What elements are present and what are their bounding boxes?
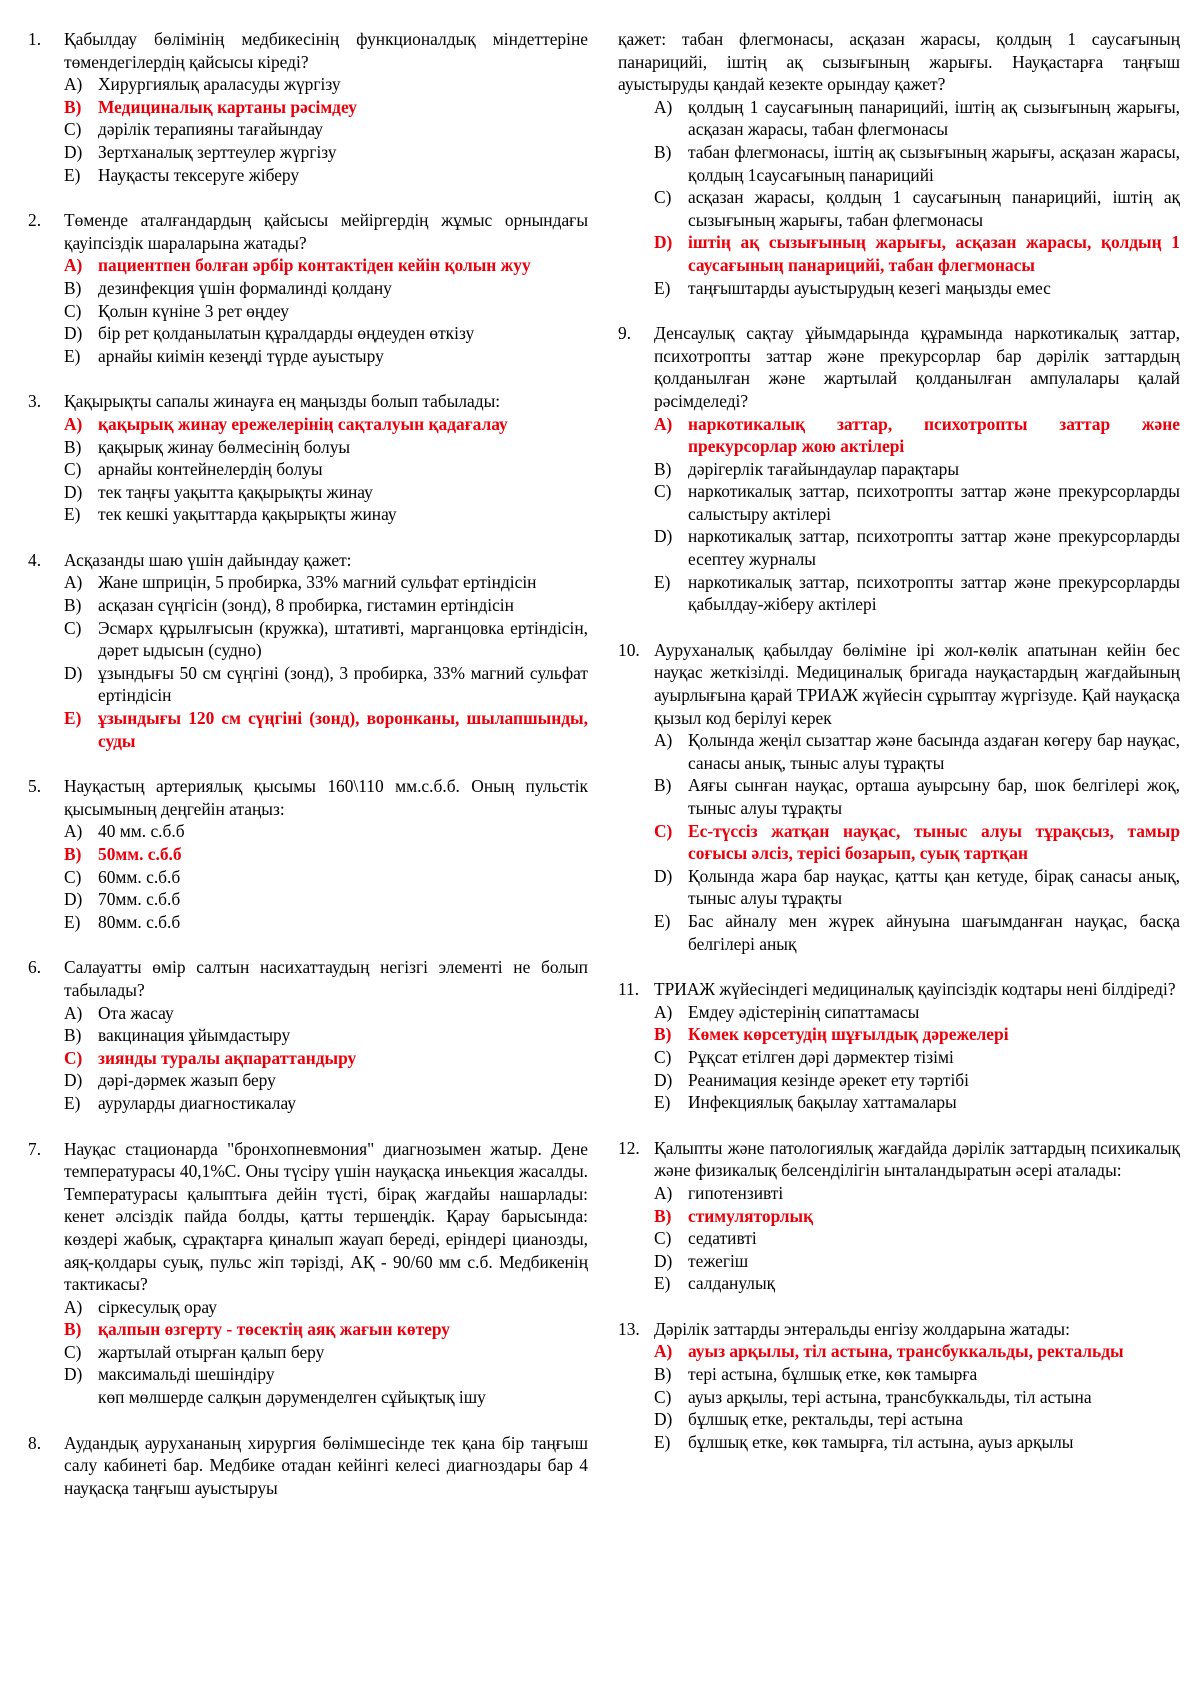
answer-option — [654, 1046, 1180, 1069]
question-number: 1. — [28, 29, 42, 49]
question-block — [28, 1432, 588, 1500]
option-text: арнайы киімін кезеңді түрде ауыстыру — [98, 345, 384, 366]
option-letter: C) — [64, 459, 82, 480]
option-text: стимуляторлық — [688, 1205, 814, 1226]
question-number: 6. — [28, 957, 42, 978]
answer-option — [654, 1272, 1180, 1295]
answer-option — [64, 571, 588, 594]
option-letter: D) — [654, 526, 673, 547]
question-number: 10. — [618, 639, 640, 660]
answer-option — [64, 1002, 588, 1025]
option-letter: C) — [64, 1047, 83, 1068]
answer-option — [654, 729, 1180, 774]
question-text: ТРИАЖ жүйесіндегі медициналық қауіпсіздік кодтары нені білдіреді? — [654, 979, 1176, 1000]
question-stem — [618, 1137, 1180, 1182]
option-letter: A) — [654, 1182, 673, 1203]
option-text: жартылай отырған қалып беру — [98, 1341, 325, 1362]
option-text: Науқасты тексеруге жіберу — [98, 164, 300, 185]
answer-option — [64, 1092, 588, 1115]
answer-option — [64, 820, 588, 843]
question-block — [618, 1318, 1180, 1454]
option-letter: E) — [654, 571, 671, 592]
question-block — [618, 978, 1180, 1114]
answer-option — [654, 1227, 1180, 1250]
option-letter: D) — [654, 1250, 673, 1271]
option-letter: A) — [64, 255, 83, 276]
option-text: 80мм. с.б.б — [98, 911, 181, 932]
option-letter: C) — [64, 119, 82, 140]
option-text: Бас айналу мен жүрек айнуына шағымданған науқас, басқа белгілері анық — [688, 910, 1180, 954]
right-column — [618, 28, 1180, 1476]
option-letter: B) — [654, 141, 672, 162]
answer-option — [654, 1250, 1180, 1273]
option-text: Зертханалық зерттеулер жүргізу — [98, 141, 337, 162]
option-letter: D) — [654, 1409, 673, 1430]
option-letter: E) — [654, 277, 671, 298]
question-block — [28, 390, 588, 526]
option-letter: C) — [654, 820, 673, 841]
option-text: қалпын өзгерту - төсектің аяқ жағын көтеру — [98, 1319, 450, 1340]
option-letter: D) — [64, 889, 83, 910]
option-text: Қолын күніне 3 рет өңдеу — [98, 300, 289, 321]
question-stem — [28, 390, 588, 413]
option-letter: A) — [654, 96, 673, 117]
answer-option — [64, 866, 588, 889]
question-text: Ауруханалық қабылдау бөліміне ірі жол-көлік апатынан кейін бес науқас жеткізілді. Медициналық бригада науқастардың жағдайының ауырлығына қарай ТРИАЖ жүйесін сұрыптау жүргізуде. Қай науқасқа қызыл код берілуі керек — [654, 639, 1180, 728]
question-block — [618, 322, 1180, 616]
answer-option — [64, 1363, 588, 1386]
answer-option — [654, 277, 1180, 300]
answer-option — [64, 118, 588, 141]
option-text: вакцинация ұйымдастыру — [98, 1025, 291, 1046]
option-letter: D) — [64, 1364, 83, 1385]
question-stem — [618, 639, 1180, 729]
question-number: 8. — [28, 1432, 42, 1453]
option-letter: E) — [64, 911, 81, 932]
answer-option — [654, 96, 1180, 141]
answer-option-correct — [64, 1047, 588, 1070]
option-letter: C) — [64, 300, 82, 321]
answer-option — [654, 458, 1180, 481]
option-text: Жане шприцін, 5 пробирка, 33% магний сульфат ертіндісін — [98, 572, 537, 593]
question-block — [28, 549, 588, 752]
option-letter: B) — [64, 844, 82, 864]
option-text: дәрігерлік тағайындаулар парақтары — [688, 458, 960, 479]
option-letter: B) — [64, 595, 82, 616]
option-letter: D) — [654, 865, 673, 886]
option-letter: D) — [64, 323, 83, 344]
option-letter: B) — [64, 1319, 82, 1340]
answer-option — [654, 865, 1180, 910]
answer-option — [64, 277, 588, 300]
answer-option — [654, 910, 1180, 955]
question-stem — [618, 978, 1180, 1001]
option-text: Рұқсат етілген дәрі дәрмектер тізімі — [688, 1046, 954, 1067]
option-letter: B) — [64, 277, 82, 298]
option-text: Хирургиялық араласуды жүргізу — [98, 74, 341, 95]
answer-option — [64, 436, 588, 459]
option-text: ауыз арқылы, тері астына, трансбуккальды, тіл астына — [688, 1386, 1092, 1407]
option-letter: D) — [64, 481, 83, 502]
question-block — [618, 639, 1180, 955]
option-text: тежегіш — [688, 1250, 749, 1271]
option-letter: A) — [64, 572, 83, 593]
option-text: зиянды туралы ақпараттандыру — [98, 1047, 357, 1068]
answer-option — [64, 322, 588, 345]
answer-option — [64, 1296, 588, 1319]
option-letter: D) — [64, 141, 83, 162]
option-text: Инфекциялық бақылау хаттамалары — [688, 1092, 957, 1113]
question-block — [28, 956, 588, 1114]
answer-option — [654, 1001, 1180, 1024]
option-text: табан флегмонасы, іштің ақ сызығының жарығы, асқазан жарасы, қолдың 1саусағының панарицийі — [688, 141, 1180, 185]
option-text: қақырық жинау бөлмесінің болуы — [98, 436, 351, 457]
option-letter: E) — [654, 1092, 671, 1113]
option-text: гипотензивті — [688, 1182, 784, 1203]
answer-option-correct — [654, 413, 1180, 458]
answer-option — [654, 774, 1180, 819]
option-letter: E) — [64, 345, 81, 366]
option-text: 40 мм. с.б.б — [98, 821, 185, 842]
option-text: наркотикалық заттар, психотропты заттар және прекурсорларды қабылдау-жіберу актілері — [688, 571, 1180, 615]
answer-option — [64, 503, 588, 526]
option-letter: E) — [64, 504, 81, 525]
answer-option — [64, 911, 588, 934]
answer-option-correct — [64, 413, 588, 436]
option-text: 50мм. с.б.б — [98, 844, 182, 864]
option-letter: B) — [64, 96, 82, 117]
answer-option — [654, 1182, 1180, 1205]
left-column — [28, 28, 588, 1522]
option-text: таңғыштарды ауыстырудың кезегі маңызды емес — [688, 277, 1051, 298]
answer-option — [64, 1024, 588, 1047]
option-text: Ота жасау — [98, 1002, 174, 1023]
option-letter: E) — [64, 708, 82, 729]
question-number: 5. — [28, 776, 42, 797]
option-text: асқазан жарасы, қолдың 1 саусағының панарицийі, іштің ақ сызығының жарығы, табан флегмонасы — [688, 187, 1180, 230]
question-block — [618, 28, 1180, 299]
option-text: наркотикалық заттар, психотропты заттар және прекурсорларды салыстыру актілері — [688, 481, 1180, 524]
option-letter: B) — [654, 1024, 672, 1045]
answer-option — [64, 662, 588, 707]
option-text: 70мм. с.б.б — [98, 889, 181, 910]
option-text: тері астына, бұлшық етке, көк тамырға — [688, 1364, 978, 1385]
option-text: Реанимация кезінде әрекет ету тәртібі — [688, 1069, 969, 1090]
answer-option-correct — [64, 843, 588, 866]
option-text: Ес-түссіз жатқан науқас, тыныс алуы тұрақсыз, тамыр соғысы әлсіз, терісі бозарып, суық тартқан — [688, 820, 1180, 864]
option-text: тек кешкі уақыттарда қақырықты жинау — [98, 504, 397, 525]
question-stem — [618, 322, 1180, 412]
question-text: Асқазанды шаю үшін дайындау қажет: — [64, 549, 352, 570]
question-text: Қақырықты сапалы жинауға ең маңызды болып табылады: — [64, 391, 501, 412]
option-letter: B) — [654, 458, 672, 479]
answer-option-correct — [654, 820, 1180, 865]
question-stem — [28, 1432, 588, 1500]
question-number: 9. — [618, 323, 632, 344]
answer-option — [64, 300, 588, 323]
option-letter: C) — [654, 1228, 672, 1249]
option-letter: C) — [654, 187, 672, 208]
answer-option-correct — [64, 96, 588, 119]
option-letter: B) — [654, 775, 672, 796]
question-number: 12. — [618, 1137, 640, 1158]
option-letter: A) — [64, 74, 83, 95]
option-letter: A) — [64, 413, 83, 434]
answer-option — [64, 73, 588, 96]
question-text: Салауатты өмір салтын насихаттаудың негізгі элементі не болып табылады? — [64, 957, 588, 1000]
option-text: бұлшық етке, көк тамырға, тіл астына, ауыз арқылы — [688, 1431, 1074, 1452]
option-text: 60мм. с.б.б — [98, 866, 181, 887]
option-letter: C) — [64, 617, 82, 638]
option-text: максимальді шешіндіру — [98, 1364, 275, 1385]
question-text: Аудандық аурухананың хирургия бөлімшесінде тек қана бір таңғыш салу кабинеті бар. Медбике отадан кейінгі келесі диагноздары бар 4 науқасқа таңғыш ауыстыруы — [64, 1432, 588, 1498]
option-letter: A) — [654, 1341, 673, 1362]
question-text: Науқастың артериялық қысымы 160\110 мм.с.б.б. Оның пульстік қысымының деңгейін атаңыз: — [64, 776, 588, 819]
answer-option — [64, 481, 588, 504]
option-text: сіркесулық орау — [98, 1296, 217, 1317]
answer-option — [654, 1431, 1180, 1454]
option-letter: E) — [654, 1273, 671, 1294]
option-text: ауруларды диагностикалау — [98, 1092, 297, 1113]
option-letter: B) — [64, 1025, 82, 1046]
answer-option-correct — [654, 231, 1180, 276]
answer-option — [64, 345, 588, 368]
answer-option — [654, 525, 1180, 570]
question-number: 13. — [618, 1318, 640, 1339]
answer-option — [654, 1363, 1180, 1386]
answer-option — [64, 458, 588, 481]
answer-option — [654, 1091, 1180, 1114]
question-stem — [28, 1138, 588, 1296]
question-text: Қабылдау бөлімінің медбикесінің функционалдық міндеттеріне төмендегілердің қайсысы кіреді? — [64, 29, 588, 72]
option-letter: C) — [654, 481, 672, 502]
option-letter: C) — [64, 1341, 82, 1362]
option-text: арнайы контейнелердің болуы — [98, 459, 323, 480]
option-text: Эсмарх құрылғысын (кружка), штативті, марганцовка ертіндісін, дәрет ыдысын (судно) — [98, 617, 588, 661]
answer-option — [654, 141, 1180, 186]
option-letter: B) — [654, 1364, 672, 1385]
option-text: ұзындығы 50 см сүңгіні (зонд), 3 пробирка, 33% магний сульфат ертіндісін — [98, 662, 588, 706]
option-letter: E) — [654, 1431, 671, 1452]
question-stem — [28, 209, 588, 254]
question-number: 2. — [28, 210, 42, 231]
answer-option — [64, 141, 588, 164]
option-letter: C) — [654, 1046, 672, 1067]
answer-option — [654, 1408, 1180, 1431]
option-text: Көмек көрсетудің шұғылдық дәрежелері — [688, 1024, 1009, 1045]
option-text: ұзындығы 120 см сүңгіні (зонд), воронканы, шылапшынды, суды — [98, 708, 588, 751]
option-text: наркотикалық заттар, психотропты заттар және прекурсорлар жою актілері — [688, 413, 1180, 457]
option-letter: D) — [64, 662, 83, 683]
option-text: дәрі-дәрмек жазып беру — [98, 1070, 276, 1091]
question-number: 7. — [28, 1138, 42, 1159]
answer-option-correct — [64, 707, 588, 752]
option-letter: C) — [654, 1386, 672, 1407]
option-letter: E) — [654, 910, 671, 931]
option-letter: E) — [64, 164, 81, 185]
option-text: асқазан сүңгісін (зонд), 8 пробирка, гистамин ертіндісін — [98, 595, 514, 616]
question-block — [28, 28, 588, 186]
question-text: Төменде аталғандардың қайсысы мейіргердің жұмыс орнындағы қауіпсіздік шараларына жатады? — [64, 210, 588, 253]
answer-option — [64, 1069, 588, 1092]
option-letter: A) — [654, 413, 673, 434]
question-stem — [28, 28, 588, 73]
option-letter: C) — [64, 866, 82, 887]
question-number: 4. — [28, 549, 42, 570]
answer-option-correct — [654, 1340, 1180, 1363]
option-letter: A) — [64, 821, 83, 842]
option-text: бұлшық етке, ректальды, тері астына — [688, 1409, 963, 1430]
question-stem — [28, 775, 588, 820]
option-letter: A) — [64, 1002, 83, 1023]
option-text: бір рет қолданылатын құралдарды өңдеуден өткізу — [98, 323, 475, 344]
question-block — [28, 775, 588, 933]
question-text: Денсаулық сақтау ұйымдарында құрамында наркотикалық заттар, психотропты заттар және прекурсорлар бар дәрілік заттардың қолданылған және жартылай қолданылған ампулалары қалай рәсімделеді? — [654, 323, 1180, 411]
question-text: Қалыпты және патологиялық жағдайда дәрілік заттардың психикалық және физикалық белсенділігін ынталандыратын әсері аталады: — [654, 1137, 1180, 1181]
answer-option — [64, 888, 588, 911]
question-block — [28, 1138, 588, 1409]
option-text: Қолында жеңіл сызаттар және басында аздаған көгеру бар науқас, санасы анық, тыныс алуы тұрақты — [688, 730, 1180, 773]
answer-option-correct — [654, 1205, 1180, 1228]
answer-option — [654, 571, 1180, 616]
question-block — [618, 1137, 1180, 1295]
question-stem — [618, 1318, 1180, 1341]
answer-option-correct — [64, 254, 588, 277]
option-letter: B) — [64, 436, 82, 457]
question-text-continued: қажет: табан флегмонасы, асқазан жарасы, қолдың 1 саусағының панарицийі, іштің ақ сызығының жарығы. Науқастарға таңғыш ауыстыруды қандай кезекте орындау қажет? — [618, 29, 1180, 95]
option-letter: A) — [654, 730, 673, 751]
answer-option — [64, 1341, 588, 1364]
answer-option — [654, 1069, 1180, 1092]
option-text: қолдың 1 саусағының панарицийі, іштің ақ сызығының жарығы, асқазан жарасы, табан флегмонасы — [688, 96, 1180, 140]
option-note: көп мөлшерде салқын дәруменделген сұйықтық ішу — [98, 1387, 486, 1408]
answer-option-correct — [654, 1023, 1180, 1046]
option-text: іштің ақ сызығының жарығы, асқазан жарасы, қолдың 1 саусағының панарицийі, табан флегмонасы — [688, 232, 1180, 275]
answer-option — [64, 164, 588, 187]
option-text: Емдеу әдістерінің сипаттамасы — [688, 1001, 920, 1022]
option-text: қақырық жинау ережелерінің сақталуын қадағалау — [98, 413, 508, 434]
option-text: Қолында жара бар науқас, қатты қан кетуде, бірақ санасы анық, тыныс алуы тұрақты — [688, 865, 1180, 909]
option-letter: D) — [654, 1069, 673, 1090]
option-text: Аяғы сынған науқас, орташа ауырсыну бар, шок белгілері жоқ, тыныс алуы тұрақты — [688, 775, 1180, 818]
question-stem — [28, 956, 588, 1001]
answer-option-correct — [64, 1318, 588, 1341]
option-text: Медициналық картаны рәсімдеу — [98, 96, 357, 117]
option-text: наркотикалық заттар, психотропты заттар және прекурсорларды есептеу журналы — [688, 526, 1180, 570]
option-text: седативті — [688, 1228, 757, 1249]
answer-option — [654, 186, 1180, 231]
option-text: пациентпен болған әрбір контактіден кейін қолын жуу — [98, 255, 531, 276]
option-text: дезинфекция үшін формалинді қолдану — [98, 277, 392, 298]
option-letter: A) — [64, 1296, 83, 1317]
answer-option — [654, 1386, 1180, 1409]
option-letter: D) — [654, 232, 673, 253]
question-text: Науқас стационарда "бронхопневмония" диагнозымен жатыр. Дене температурасы 40,1%С. Оны түсіру үшін науқасқа иньекция жасалды. Температурасы қалыптыға дейін түсті, бірақ жағдайы нашарлады: кенет әлсіздік пайда болды, қатты тершеңдік. Қарау барысында: көздері жабық, сұрақтарға қиналып жауап береді, еріндері цианозды, аяқ-қолдары суық, пульс жіп тәрізді, АҚ - 90/60 мм с.б. Медбикенің тактикасы? — [64, 1138, 588, 1295]
option-text: салданулық — [688, 1273, 776, 1294]
option-letter: B) — [654, 1205, 672, 1226]
option-letter: E) — [64, 1092, 81, 1113]
question-stem — [28, 549, 588, 572]
answer-option — [64, 594, 588, 617]
option-letter: A) — [654, 1001, 673, 1022]
option-text: дәрілік терапияны тағайындау — [98, 119, 323, 140]
option-letter: D) — [64, 1070, 83, 1091]
answer-option — [64, 617, 588, 662]
question-text: Дәрілік заттарды энтеральды енгізу жолдарына жатады: — [654, 1318, 1070, 1339]
question-number: 11. — [618, 979, 640, 1000]
answer-option — [654, 480, 1180, 525]
option-text: ауыз арқылы, тіл астына, трансбуккальды, ректальды — [688, 1341, 1124, 1362]
option-text: тек таңғы уақытта қақырықты жинау — [98, 481, 373, 502]
question-number: 3. — [28, 391, 42, 412]
question-block — [28, 209, 588, 367]
